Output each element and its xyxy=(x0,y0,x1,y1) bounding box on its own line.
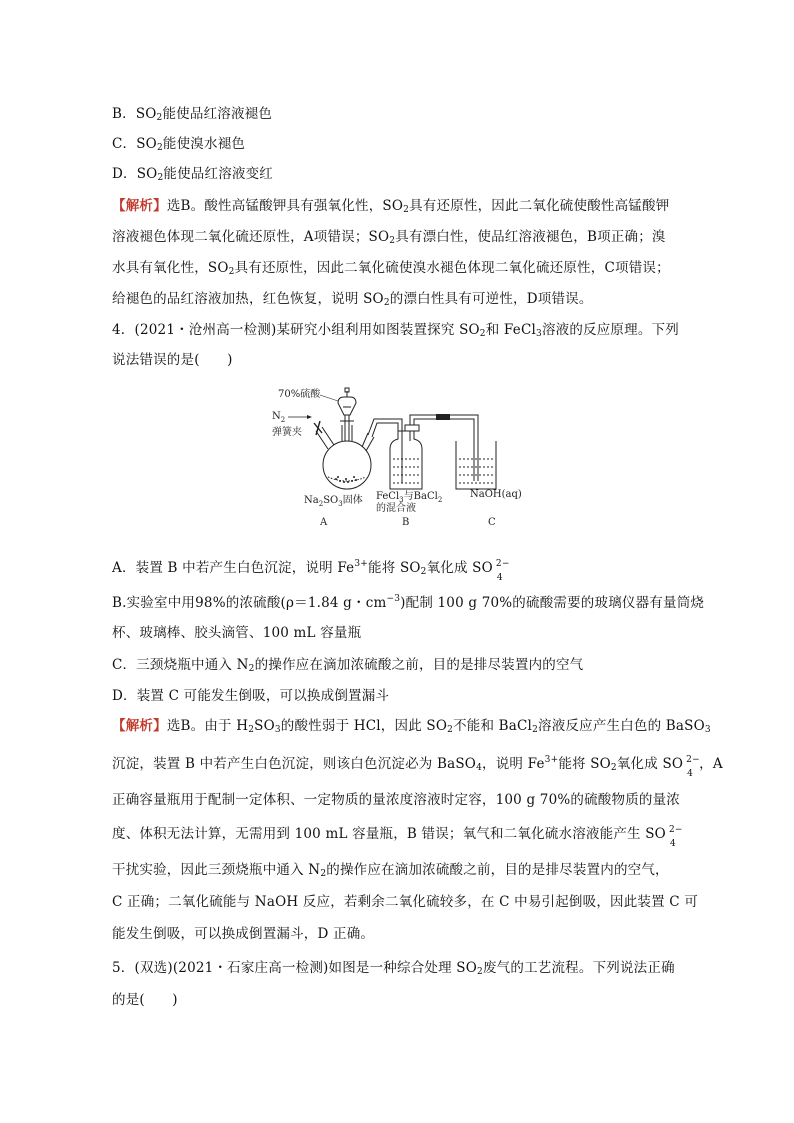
q3-explanation-line-4: 给褪色的品红溶液加热，红色恢复，说明 $SO_2$的漂白性具有可逆性，D项错误。 xyxy=(112,291,593,308)
q3-explanation-line-3: 水具有氧化性，$SO_2$具有还原性，因此二氧化硫使溴水褪色体现二氧化硫还原性，C项错误； xyxy=(112,260,670,277)
q4-explanation-line-5: 干扰实验，因此三颈烧瓶中通入 $N_2$的操作应在滴加浓硫酸之前，目的是排尽装置内的空气， xyxy=(112,862,669,879)
q4-explanation-line-1: 【解析】选B。由于 $H_2SO_3$的酸性弱于 HCl，因此 $SO_2$不能和 BaCl$_2$溶液反应产生白色的 BaSO$_3$ xyxy=(112,718,711,735)
label-b: B xyxy=(402,517,410,528)
q4-option-b-line-2: 杯、玻璃棒、胶头滴管、100 mL 容量瓶 xyxy=(112,625,362,641)
apparatus-diagram xyxy=(250,385,550,535)
label-n2: $N_2$ xyxy=(272,411,286,424)
q4-explanation-line-3: 正确容量瓶用于配制一定体积、一定物质的量浓度溶液时定容，100 g 70%的硫酸物质的量浓 xyxy=(112,792,680,808)
q4-option-a: A．装置 B 中若产生白色沉淀，说明 $Fe^{3+}$能将 $SO_2$氧化成 SO 2− 4 xyxy=(112,558,510,583)
q4-stem-line-1: 4．(2021・沧州高一检测)某研究小组利用如图装置探究 $SO_2$和 FeCl$_3$溶液的反应原理。下列 xyxy=(112,322,679,339)
q5-stem-line-1: 5．(双选)(2021・石家庄高一检测)如图是一种综合处理 $SO_2$废气的工艺流程。下列说法正确 xyxy=(112,960,675,977)
q3-explanation-line-1: 【解析】选B。酸性高锰酸钾具有强氧化性，$SO_2$具有还原性，因此二氧化硫使酸性高锰酸钾 xyxy=(112,198,670,215)
solid-particles xyxy=(335,476,357,483)
label-acid: 70%硫酸 xyxy=(278,389,321,400)
label-fecl3-bacl2: FeCl$_3$与BaCl$_2$ xyxy=(376,491,443,504)
sulfate-ion: 2− 4 xyxy=(495,558,510,583)
q4-option-c: C．三颈烧瓶中通入 $N_2$的操作应在滴加浓硫酸之前，目的是排尽装置内的空气 xyxy=(112,657,584,674)
label-a: A xyxy=(320,517,328,528)
q4-explanation-line-2: 沉淀，装置 B 中若产生白色沉淀，则该白色沉淀必为 BaSO$_4$，说明 $Fe^{3+}$能将 $SO_2$氧化成 SO 2− 4 ，A xyxy=(112,754,723,779)
q5-stem-line-2: 的是( ) xyxy=(112,992,178,1008)
label-na2so3: $Na_2SO_3$固体 xyxy=(304,495,363,508)
connecting-tube-ab xyxy=(368,419,402,437)
q3-option-c: C．$SO_2$能使溴水褪色 xyxy=(112,136,246,153)
label-c: C xyxy=(488,517,496,528)
jiexi-tag: 【解析】 xyxy=(112,718,167,734)
q4-explanation-line-7: 能发生倒吸，可以换成倒置漏斗，D 正确。 xyxy=(112,926,375,942)
gas-wash-bottle xyxy=(390,415,478,489)
rubber-connector xyxy=(436,414,450,420)
q4-stem-line-2: 说法错误的是( ) xyxy=(112,352,233,368)
q4-explanation-line-6: C 正确；二氧化硫能与 NaOH 反应，若剩余二氧化硫较多，在 C 中易引起倒吸，因此装置 C 可 xyxy=(112,894,699,910)
q3-option-b: B．$SO_2$能使品红溶液褪色 xyxy=(112,106,273,123)
q4-option-d: D．装置 C 可能发生倒吸，可以换成倒置漏斗 xyxy=(112,688,390,704)
beaker xyxy=(456,441,496,489)
jiexi-tag: 【解析】 xyxy=(112,198,167,214)
q4-option-b-line-1: B.实验室中用98%的浓硫酸(ρ＝1.84 g・$cm^{-3}$)配制 100 g 70%的硫酸需要的玻璃仪器有量筒烧 xyxy=(112,594,705,611)
label-naoh: NaOH(aq) xyxy=(470,489,522,500)
bottle-stopper xyxy=(405,425,419,431)
q3-explanation-line-2: 溶液褪色体现二氧化硫还原性，A项错误；$SO_2$具有漂白性，使品红溶液褪色，B项正确；溴 xyxy=(112,229,666,246)
dropping-funnel xyxy=(338,388,356,441)
sulfate-ion: 2− 4 xyxy=(686,754,700,779)
q4-explanation-line-4: 度、体积无法计算，无需用到 100 mL 容量瓶，B 错误；氧气和二氧化硫水溶液能产生 SO 2− 4 xyxy=(112,824,683,849)
sulfate-ion: 2− 4 xyxy=(668,824,683,849)
q3-option-d: D．$SO_2$能使品红溶液变红 xyxy=(112,166,273,183)
spring-clamp xyxy=(314,421,322,435)
label-clamp: 弹簧夹 xyxy=(272,427,302,438)
label-mixture: 的混合液 xyxy=(376,503,416,514)
